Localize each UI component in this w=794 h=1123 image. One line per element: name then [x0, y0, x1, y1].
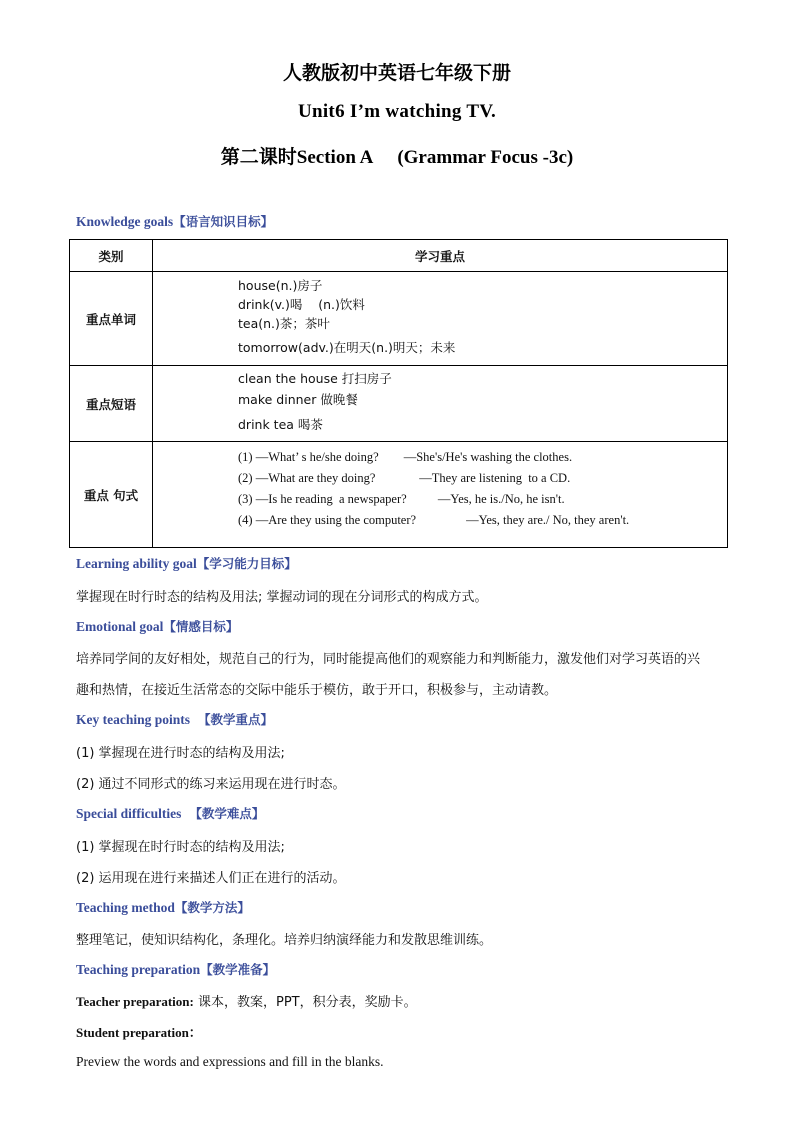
heading-cn: 【教学重点】 [198, 712, 274, 727]
difficulties-heading [76, 804, 264, 822]
phrase-line: drink tea 喝茶 [238, 417, 323, 432]
table-row [70, 272, 728, 366]
unit-title: Unit6 I’m watching TV. [297, 101, 497, 122]
heading-en: Knowledge goals [76, 214, 174, 229]
category-cell: 重点 句式 [70, 442, 153, 548]
preparation-heading [76, 960, 275, 978]
content-cell [153, 442, 728, 548]
knowledge-goals-heading [76, 212, 273, 230]
heading-cn: 【教学方法】 [174, 900, 250, 915]
sentence-line: (2) —What are they doing? —They are listening to a CD. [238, 470, 571, 485]
lesson-title [0, 142, 794, 169]
key-point-item: (1) 掌握现在进行时态的结构及用法; [76, 746, 285, 761]
vocab-line: drink(v.)喝 (n.)饮料 [238, 296, 365, 312]
lesson-number: 第二课时 [220, 146, 297, 168]
vocab-line: tomorrow(adv.)在明天(n.)明天；未来 [238, 339, 456, 355]
teacher-preparation [76, 991, 417, 1010]
heading-en: Teaching method [76, 900, 175, 915]
student-preparation-text: Preview the words and expressions and fill in the blanks. [76, 1054, 384, 1069]
heading-cn: 【教学准备】 [200, 962, 276, 977]
key-point-item: (2) 通过不同形式的练习来运用现在进行时态。 [76, 777, 346, 792]
knowledge-table [69, 239, 728, 548]
document-title: 人教版初中英语七年级下册 [282, 62, 511, 84]
key-points-heading [76, 710, 273, 728]
difficulty-item: (2) 运用现在进行来描述人们正在进行的活动。 [76, 871, 346, 886]
content-cell [153, 366, 728, 442]
phrase-line: clean the house 打扫房子 [238, 371, 392, 386]
teacher-preparation-text: 课本，教案，PPT，积分表，奖励卡。 [197, 995, 417, 1010]
heading-en: Emotional goal [76, 619, 164, 634]
lesson-section: Section A [296, 147, 374, 168]
teacher-preparation-label: Teacher preparation: [76, 994, 194, 1009]
student-preparation [76, 1022, 202, 1041]
learning-goal-heading [76, 554, 297, 572]
emotional-goal-line: 培养同学间的友好相处，规范自己的行为，同时能提高他们的观察能力和判断能力，激发他们对学习英语的兴 [76, 652, 701, 667]
heading-cn: 【教学难点】 [189, 806, 265, 821]
vocab-line: tea(n.)茶；茶叶 [238, 315, 330, 331]
heading-en: Teaching preparation [76, 962, 201, 977]
student-preparation-label: Student preparation： [76, 1025, 202, 1040]
sentence-line: (3) —Is he reading a newspaper? —Yes, he is./No, he isn't. [238, 491, 565, 506]
emotional-goal-heading [76, 617, 238, 635]
method-text: 整理笔记，使知识结构化，条理化。培养归纳演绎能力和发散思维训练。 [76, 933, 493, 948]
heading-en: Key teaching points [76, 712, 191, 727]
phrase-line: make dinner 做晚餐 [238, 392, 358, 407]
table-row [70, 366, 728, 442]
emotional-goal-line: 趣和热情，在接近生活常态的交际中能乐于模仿，敢于开口，积极参与，主动请教。 [76, 683, 558, 698]
heading-en: Special difficulties [76, 806, 182, 821]
learning-goal-text: 掌握现在时行时态的结构及用法; 掌握动词的现在分词形式的构成方式。 [76, 590, 488, 605]
heading-cn: 【学习能力目标】 [196, 556, 297, 571]
focus-header: 学习重点 [153, 240, 728, 272]
heading-cn: 【情感目标】 [163, 619, 239, 634]
sentence-line: (1) —What’ s he/she doing? —She's/He's washing the clothes. [238, 449, 573, 464]
difficulty-item: (1) 掌握现在时行时态的结构及用法; [76, 840, 285, 855]
heading-cn: 【语言知识目标】 [173, 214, 274, 229]
category-cell: 重点单词 [70, 272, 153, 366]
lesson-focus: (Grammar Focus -3c) [397, 147, 574, 168]
heading-en: Learning ability goal [76, 556, 197, 571]
content-cell [153, 272, 728, 366]
table-row [70, 442, 728, 548]
category-header: 类别 [70, 240, 153, 272]
sentence-line: (4) —Are they using the computer? —Yes, they are./ No, they aren't. [238, 512, 630, 527]
table-header-row [70, 240, 728, 272]
method-heading [76, 898, 250, 916]
vocab-line: house(n.)房子 [238, 277, 323, 293]
category-cell: 重点短语 [70, 366, 153, 442]
